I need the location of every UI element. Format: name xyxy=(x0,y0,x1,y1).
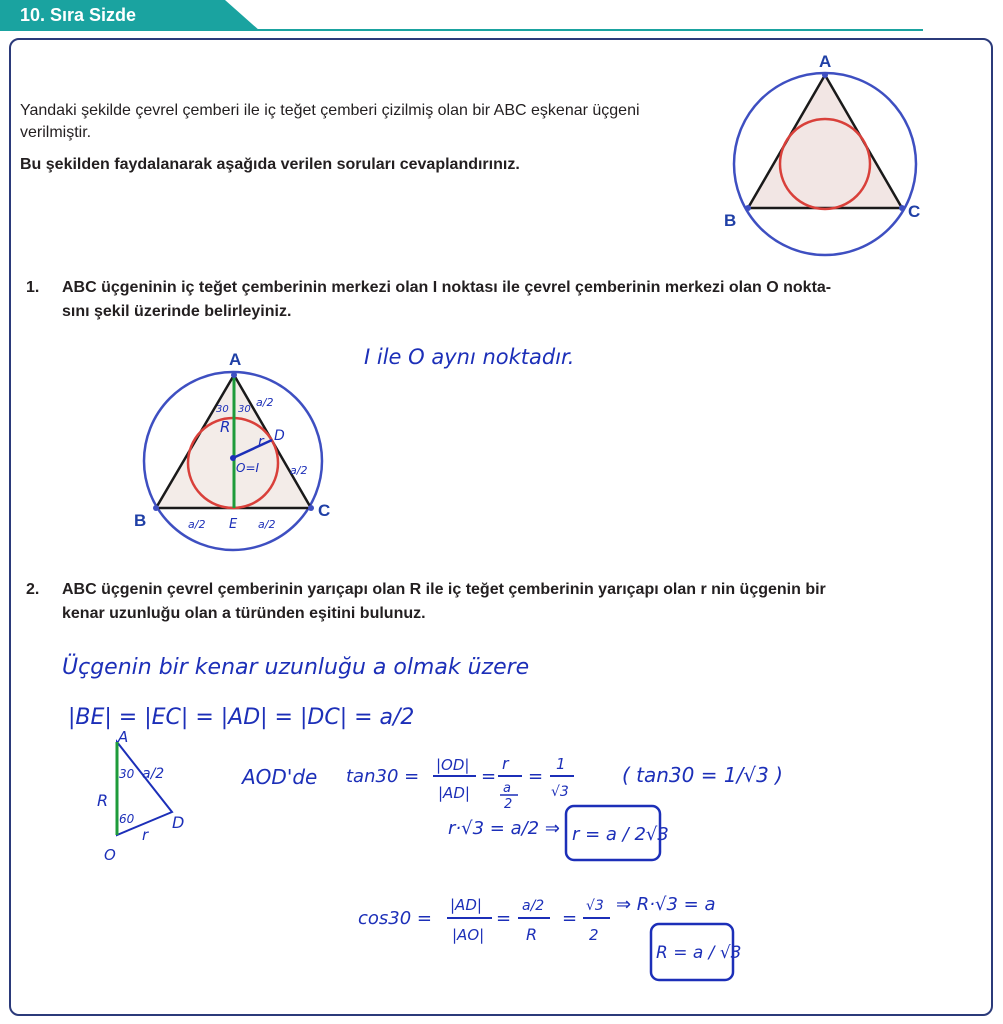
frac-ad-num: |AD| xyxy=(450,896,482,914)
mark-a-half-be: a/2 xyxy=(188,518,206,531)
eq-3: = xyxy=(496,908,512,929)
tan-lhs: tan30 = xyxy=(346,766,420,787)
tri-angle-30: 30 xyxy=(119,767,135,781)
tri-label-a: A xyxy=(118,728,129,746)
frac-sqrt3-den: 2 xyxy=(589,926,599,944)
r-result: r = a / 2√3 xyxy=(572,824,669,845)
r-sqrt3-eq: r·√3 = a/2 ⇒ xyxy=(448,818,560,839)
cos-lhs: cos30 = xyxy=(358,908,432,929)
label-a-2: A xyxy=(229,350,242,369)
frac-sqrt3-num: √3 xyxy=(586,898,604,914)
mark-r-small: r xyxy=(258,434,264,450)
section-title: 10. Sıra Sizde xyxy=(20,5,137,25)
mark-a-half-dc: a/2 xyxy=(290,464,308,477)
big-r-sqrt3-eq: ⇒ R·√3 = a xyxy=(616,894,716,915)
eq-1: = xyxy=(481,766,497,787)
aod-label: AOD'de xyxy=(242,765,318,789)
frac-od-num: |OD| xyxy=(436,756,470,774)
tan-note: ( tan30 = 1/√3 ) xyxy=(622,763,783,787)
question-1-number: 1. xyxy=(26,279,40,296)
mark-e: E xyxy=(229,517,238,532)
frac-ad-den: |AD| xyxy=(438,784,470,802)
intro-instruction: Bu şekilden faydalanarak aşağıda verilen soruları cevaplandırınız. xyxy=(20,156,520,173)
intro-text: Yandaki şekilde çevrel çemberi ile iç teğet çemberi çizilmiş olan bir ABC eşkenar üçgeni verilmiştir. xyxy=(20,102,640,141)
point-a xyxy=(822,72,828,78)
frac-a2-num: a/2 xyxy=(522,898,545,914)
solution-2 xyxy=(62,654,783,980)
tri-label-o: O xyxy=(104,846,116,864)
mark-a-half-ec: a/2 xyxy=(258,518,276,531)
point-c xyxy=(899,205,905,211)
frac-r-den-a: a xyxy=(503,781,511,796)
mark-o-equals-i: O=I xyxy=(236,461,260,475)
answer-1-handwriting: I ile O aynı noktadır. xyxy=(364,345,575,369)
mark-angle-30-right: 30 xyxy=(238,404,251,415)
frac-one-den: √3 xyxy=(551,784,569,800)
tri-label-d: D xyxy=(172,813,185,832)
point-a-2 xyxy=(231,372,237,378)
point-c-2 xyxy=(308,505,314,511)
frac-r-den-2: 2 xyxy=(504,797,513,812)
label-c: C xyxy=(908,202,921,221)
mark-a-half-ad: a/2 xyxy=(256,396,274,409)
label-c-2: C xyxy=(318,501,331,520)
tri-a-half: a/2 xyxy=(142,766,165,782)
frac-one-num: 1 xyxy=(556,755,566,773)
point-b-2 xyxy=(153,505,159,511)
tri-angle-60: 60 xyxy=(119,812,135,826)
solution-line-1: Üçgenin bir kenar uzunluğu a olmak üzere xyxy=(62,655,530,680)
frac-r-den: R xyxy=(526,925,538,944)
big-r-result: R = a / √3 xyxy=(656,943,742,963)
figure-1 xyxy=(724,52,920,255)
frac-r-num: r xyxy=(502,754,509,773)
question-2-line1: ABC üçgenin çevrel çemberinin yarıçapı olan R ile iç teğet çemberinin yarıçapı olan r nin üçgenin bir xyxy=(62,581,826,598)
triangle-abc xyxy=(748,75,902,208)
question-2-line2: kenar uzunluğu olan a türünden eşitini bulunuz. xyxy=(62,605,426,622)
mark-d: D xyxy=(274,428,285,444)
frac-ao-den: |AO| xyxy=(452,926,485,944)
point-b xyxy=(745,205,751,211)
label-a: A xyxy=(819,52,832,71)
eq-4: = xyxy=(562,908,578,929)
question-1-line2: sını şekil üzerinde belirleyiniz. xyxy=(62,303,292,320)
label-b: B xyxy=(724,211,737,230)
tri-label-r-big: R xyxy=(97,791,109,810)
question-1-line1: ABC üçgeninin iç teğet çemberinin merkezi olan I noktası ile çevrel çemberinin merkezi olan O nokta- xyxy=(62,279,832,296)
mark-r-big: R xyxy=(220,418,231,436)
mark-angle-30-left: 30 xyxy=(216,404,229,415)
eq-2: = xyxy=(528,766,544,787)
figure-2 xyxy=(134,350,330,550)
label-b-2: B xyxy=(134,511,147,530)
question-2-number: 2. xyxy=(26,581,40,598)
tri-label-r-small: r xyxy=(142,826,149,844)
solution-line-2: |BE| = |EC| = |AD| = |DC| = a/2 xyxy=(68,705,415,730)
